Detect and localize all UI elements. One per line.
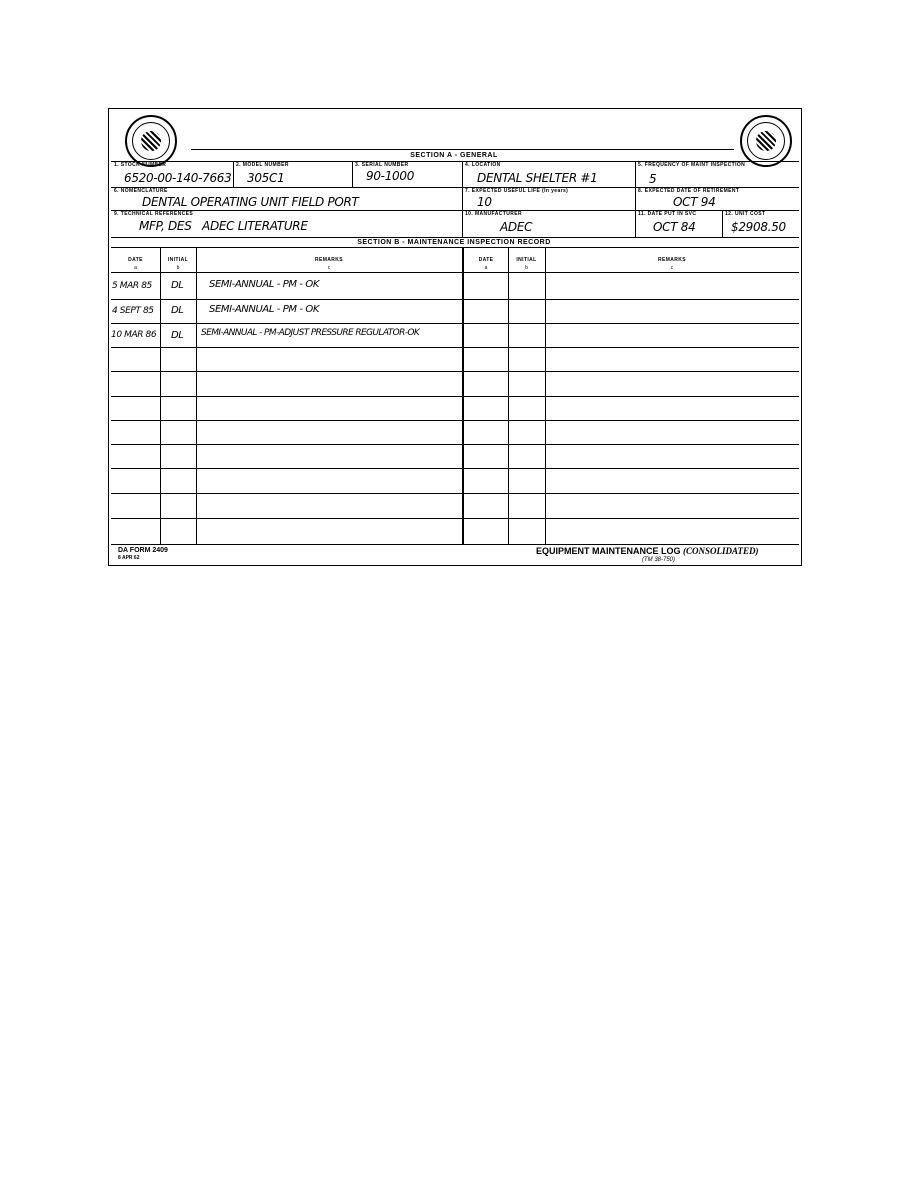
manufacturer-value: ADEC: [500, 220, 533, 234]
retirement-field: [635, 187, 799, 210]
unit-cost-field: [722, 210, 799, 237]
location-value: DENTAL SHELTER #1: [477, 171, 598, 185]
form-title: [536, 546, 759, 556]
table-row-line: [111, 396, 799, 397]
col-remarks-sub-right: c: [670, 265, 674, 271]
row-initial: DL: [171, 280, 184, 291]
retirement-label: 8. EXPECTED DATE OF RETIREMENT: [638, 188, 740, 194]
frequency-label: 5. FREQUENCY OF MAINT INSPECTION: [638, 162, 746, 168]
unit-cost-label: 12. UNIT COST: [725, 211, 766, 217]
row-date: 10 MAR 86: [111, 330, 157, 340]
table-row-line: [111, 299, 799, 300]
model-number-field: [233, 161, 352, 187]
model-number-label: 2. MODEL NUMBER: [236, 162, 289, 168]
grid-line: [111, 272, 799, 273]
table-row-line: [111, 544, 799, 545]
serial-number-value: 90-1000: [366, 169, 415, 183]
table-row-line: [111, 347, 799, 348]
frequency-value: 5: [649, 172, 657, 186]
grid-line: [111, 237, 799, 238]
manufacturer-field: [462, 210, 635, 237]
dept-army-seal-left-icon: [125, 115, 177, 167]
grid-line: [111, 247, 799, 248]
col-date-sub: a: [134, 265, 137, 271]
nomenclature-field: [111, 187, 462, 210]
col-initial-sub-right: b: [525, 265, 528, 271]
form-title-main: EQUIPMENT MAINTENANCE LOG: [536, 546, 681, 556]
table-row-line: [111, 468, 799, 469]
form-number: DA FORM 2409: [118, 547, 168, 554]
tech-refs-label: 9. TECHNICAL REFERENCES: [114, 211, 194, 217]
stock-number-field: [111, 161, 233, 187]
serial-number-label: 3. SERIAL NUMBER: [355, 162, 409, 168]
col-date-header-right: DATE: [478, 257, 494, 263]
serial-number-field: [352, 161, 462, 187]
col-remarks-header: REMARKS: [314, 257, 344, 263]
model-number-value: 305C1: [247, 171, 285, 185]
table-row-line: [111, 444, 799, 445]
row-initial: DL: [171, 330, 184, 341]
row-initial: DL: [171, 305, 184, 316]
table-row-line: [111, 323, 799, 324]
row-remarks: SEMI-ANNUAL - PM - OK: [209, 304, 320, 315]
useful-life-label: 7. EXPECTED USEFUL LIFE (In years): [465, 188, 569, 194]
row-date: 4 SEPT 85: [112, 306, 154, 316]
unit-cost-value: $2908.50: [731, 220, 786, 234]
col-remarks-header-right: REMARKS: [657, 257, 687, 263]
dept-army-seal-right-icon: [740, 115, 792, 167]
section-a-title: SECTION A - GENERAL: [410, 152, 498, 159]
col-date-header: DATE: [128, 257, 143, 263]
row-date: 5 MAR 85: [112, 281, 152, 291]
retirement-value: OCT 94: [673, 195, 716, 209]
tech-refs-field: [111, 210, 462, 237]
frequency-field: [635, 161, 799, 187]
row-remarks: SEMI-ANNUAL - PM-ADJUST PRESSURE REGULATOR-OK: [201, 328, 420, 338]
useful-life-field: [462, 187, 635, 210]
col-remarks-sub: c: [327, 265, 331, 271]
col-initial-sub: b: [176, 265, 180, 271]
useful-life-value: 10: [477, 195, 492, 209]
location-field: [462, 161, 635, 187]
location-label: 4. LOCATION: [465, 162, 501, 168]
nomenclature-value: DENTAL OPERATING UNIT FIELD PORT: [142, 195, 359, 209]
nomenclature-label: 6. NOMENCLATURE: [114, 188, 168, 194]
form-reference: (TM 38-750): [642, 557, 676, 563]
col-initial-header-right: INITIAL: [516, 257, 537, 263]
row-remarks: SEMI-ANNUAL - PM - OK: [209, 279, 320, 290]
form-title-suffix: (CONSOLIDATED): [683, 546, 759, 556]
date-in-svc-label: 11. DATE PUT IN SVC: [638, 211, 697, 217]
table-row-line: [111, 371, 799, 372]
form-date: 8 APR 62: [118, 555, 140, 561]
col-initial-header: INITIAL: [167, 257, 189, 263]
table-row-line: [111, 518, 799, 519]
stock-number-value: 6520-00-140-7663: [124, 171, 232, 185]
header-rule: [191, 149, 734, 150]
section-b-title: SECTION B - MAINTENANCE INSPECTION RECORD: [357, 239, 551, 246]
stock-number-label: 1. STOCK NUMBER: [114, 162, 167, 168]
table-row-line: [111, 420, 799, 421]
table-row-line: [111, 493, 799, 494]
date-in-svc-field: [635, 210, 722, 237]
manufacturer-label: 10. MANUFACTURER: [465, 211, 522, 217]
equipment-maintenance-log-form: [108, 108, 802, 566]
col-date-sub-right: a: [484, 265, 488, 271]
date-in-svc-value: OCT 84: [653, 220, 696, 234]
tech-refs-value: MFP, DES ADEC LITERATURE: [139, 219, 308, 233]
